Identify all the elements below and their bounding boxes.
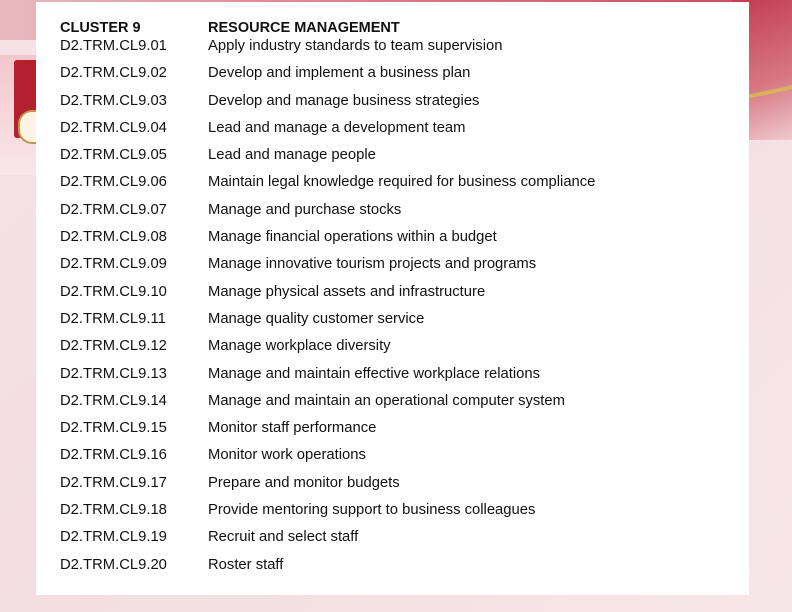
unit-row <box>60 309 740 336</box>
unit-row <box>60 445 740 472</box>
unit-title: Monitor work operations <box>208 447 366 464</box>
unit-code: D2.TRM.CL9.18 <box>60 502 167 519</box>
unit-code: D2.TRM.CL9.05 <box>60 147 167 164</box>
unit-row <box>60 336 740 363</box>
content-panel <box>36 2 749 595</box>
unit-title: Manage and maintain an operational computer system <box>208 392 565 409</box>
unit-title: Lead and manage a development team <box>208 119 466 136</box>
unit-title: Manage quality customer service <box>208 310 425 327</box>
unit-code: D2.TRM.CL9.15 <box>60 420 167 437</box>
unit-code: D2.TRM.CL9.16 <box>60 447 167 464</box>
unit-row <box>60 555 740 582</box>
unit-row <box>60 227 740 254</box>
unit-row <box>60 145 740 172</box>
unit-title: Develop and manage business strategies <box>208 92 480 109</box>
unit-title: Monitor staff performance <box>208 420 377 437</box>
unit-title: Manage financial operations within a budget <box>208 229 497 246</box>
unit-title: Manage and purchase stocks <box>208 201 402 218</box>
unit-row <box>60 63 740 90</box>
cluster-title: RESOURCE MANAGEMENT <box>208 20 400 36</box>
unit-code: D2.TRM.CL9.08 <box>60 229 167 246</box>
unit-row <box>60 118 740 145</box>
unit-code: D2.TRM.CL9.12 <box>60 338 167 355</box>
unit-row <box>60 254 740 281</box>
unit-title: Prepare and monitor budgets <box>208 474 400 491</box>
unit-code: D2.TRM.CL9.01 <box>60 38 167 54</box>
unit-title: Maintain legal knowledge required for business compliance <box>208 174 596 191</box>
unit-code: D2.TRM.CL9.06 <box>60 174 167 191</box>
unit-title: Recruit and select staff <box>208 529 359 546</box>
unit-row <box>60 364 740 391</box>
unit-code: D2.TRM.CL9.17 <box>60 474 167 491</box>
unit-code: D2.TRM.CL9.13 <box>60 365 167 382</box>
unit-row <box>60 391 740 418</box>
unit-title: Roster staff <box>208 556 284 573</box>
unit-code: D2.TRM.CL9.02 <box>60 65 167 82</box>
unit-row <box>60 200 740 227</box>
unit-title: Provide mentoring support to business colleagues <box>208 502 536 519</box>
unit-title: Manage and maintain effective workplace relations <box>208 365 541 382</box>
unit-code: D2.TRM.CL9.07 <box>60 201 167 218</box>
unit-code: D2.TRM.CL9.04 <box>60 119 167 136</box>
unit-row <box>60 527 740 554</box>
unit-row <box>60 282 740 309</box>
unit-row <box>60 91 740 118</box>
unit-row <box>60 36 740 63</box>
unit-title: Manage physical assets and infrastructure <box>208 283 486 300</box>
cluster-heading: CLUSTER 9 <box>60 20 141 36</box>
unit-row <box>60 473 740 500</box>
unit-code: D2.TRM.CL9.19 <box>60 529 167 546</box>
unit-code: D2.TRM.CL9.20 <box>60 556 167 573</box>
unit-code: D2.TRM.CL9.11 <box>60 310 166 327</box>
unit-title: Apply industry standards to team supervision <box>208 38 503 54</box>
unit-code: D2.TRM.CL9.09 <box>60 256 167 273</box>
unit-row <box>60 172 740 199</box>
unit-title: Manage workplace diversity <box>208 338 391 355</box>
unit-title: Lead and manage people <box>208 147 376 164</box>
unit-code: D2.TRM.CL9.10 <box>60 283 167 300</box>
unit-list <box>60 36 740 582</box>
unit-code: D2.TRM.CL9.14 <box>60 392 167 409</box>
unit-title: Develop and implement a business plan <box>208 65 471 82</box>
unit-row <box>60 418 740 445</box>
unit-row <box>60 500 740 527</box>
unit-title: Manage innovative tourism projects and programs <box>208 256 537 273</box>
unit-code: D2.TRM.CL9.03 <box>60 92 167 109</box>
